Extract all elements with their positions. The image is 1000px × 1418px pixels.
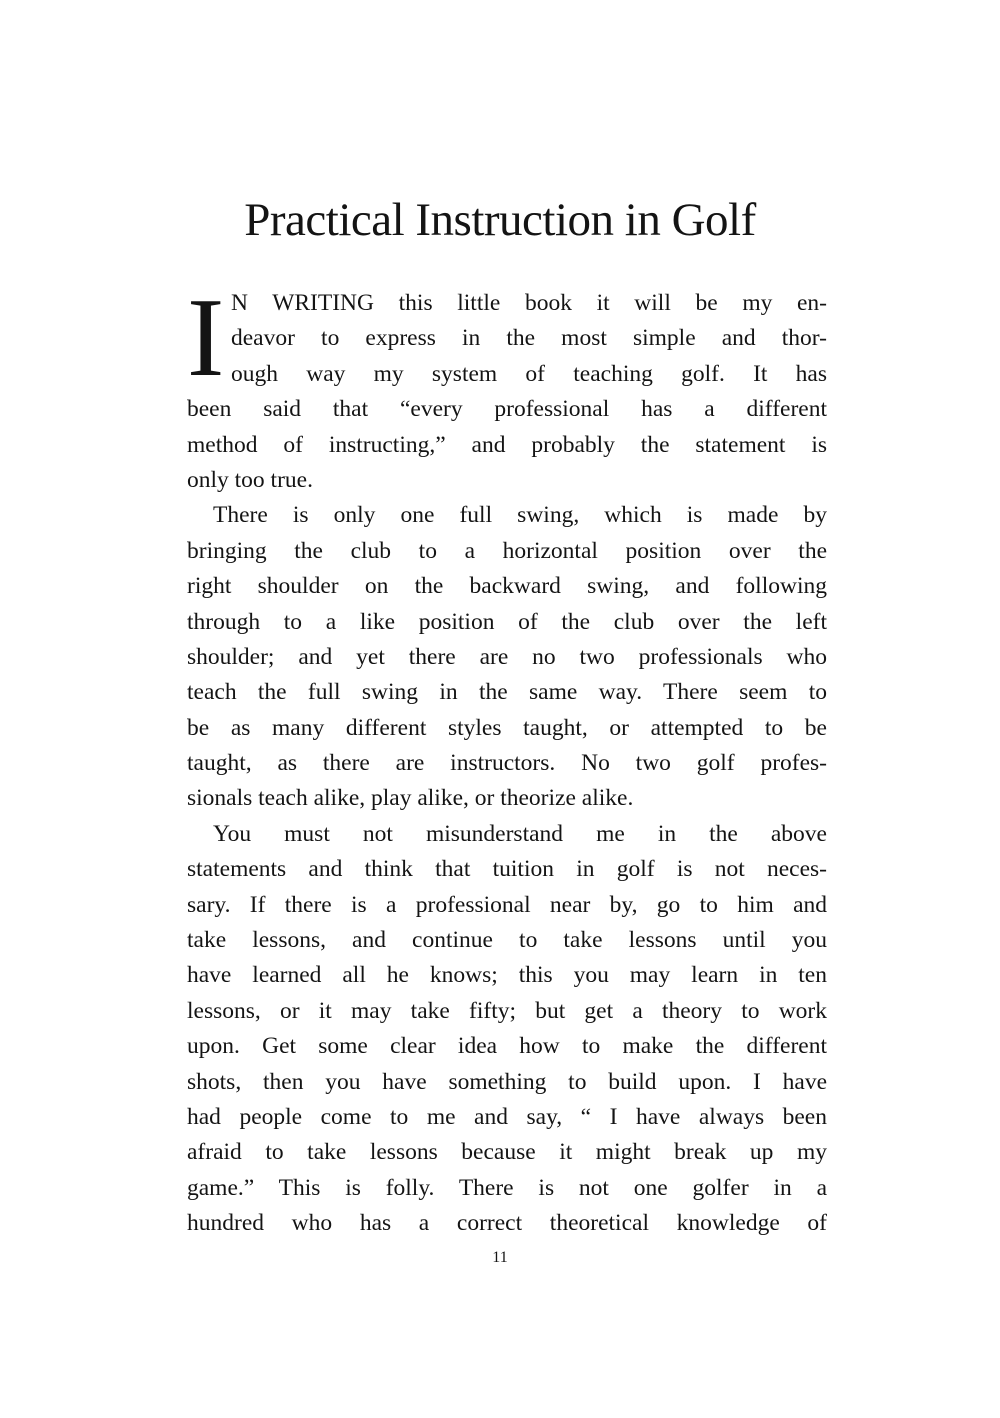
paragraph-1-line-4: been said that “every professional has a different bbox=[187, 396, 827, 423]
page-title: Practical Instruction in Golf bbox=[244, 194, 756, 246]
paragraph-1-line-1: N WRITING this little book it will be my en- bbox=[231, 290, 827, 316]
paragraph-3-line-4: take lessons, and continue to take lessons until you bbox=[187, 927, 827, 954]
drop-cap: I bbox=[187, 276, 225, 400]
paragraph-2-line-6: teach the full swing in the same way. There seem to bbox=[187, 679, 827, 706]
paragraph-2-line-9: sionals teach alike, play alike, or theorize alike. bbox=[187, 785, 634, 812]
paragraph-1-line-6: only too true. bbox=[187, 466, 313, 493]
paragraph-2-line-7: be as many different styles taught, or attempted to be bbox=[187, 714, 827, 741]
paragraph-2-line-3: right shoulder on the backward swing, and following bbox=[187, 573, 827, 600]
paragraph-3-line-7: upon. Get some clear idea how to make the different bbox=[187, 1033, 827, 1060]
paragraph-2-line-5: shoulder; and yet there are no two professionals who bbox=[187, 643, 827, 670]
paragraph-2-line-4: through to a like position of the club over the left bbox=[187, 608, 827, 635]
paragraph-1-line-2: deavor to express in the most simple and thor- bbox=[231, 325, 827, 352]
paragraph-3-line-11: game.” This is folly. There is not one golfer in a bbox=[187, 1174, 827, 1201]
paragraph-1-line-5: method of instructing,” and probably the statement is bbox=[187, 431, 827, 458]
paragraph-1-line-3: ough way my system of teaching golf. It has bbox=[231, 360, 827, 387]
paragraph-3-line-9: had people come to me and say, “ I have always been bbox=[187, 1103, 827, 1130]
body-text bbox=[187, 276, 827, 1242]
paragraph-2-line-8: taught, as there are instructors. No two golf profes- bbox=[187, 750, 827, 777]
page-number: 11 bbox=[492, 1249, 508, 1266]
paragraph-3-line-5: have learned all he knows; this you may learn in ten bbox=[187, 962, 827, 989]
paragraph-3-line-8: shots, then you have something to build upon. I have bbox=[187, 1068, 827, 1095]
paragraph-3-line-6: lessons, or it may take fifty; but get a theory to work bbox=[187, 997, 827, 1024]
paragraph-2-line-2: bringing the club to a horizontal position over the bbox=[187, 537, 827, 564]
paragraph-2-line-1: There is only one full swing, which is made by bbox=[213, 502, 827, 529]
paragraph-3-line-12: hundred who has a correct theoretical knowledge of bbox=[187, 1210, 827, 1237]
paragraph-3-line-2: statements and think that tuition in golf is not neces- bbox=[187, 856, 827, 883]
paragraph-3-line-1: You must not misunderstand me in the above bbox=[213, 820, 827, 847]
paragraph-3-line-3: sary. If there is a professional near by, go to him and bbox=[187, 891, 827, 918]
paragraph-3-line-10: afraid to take lessons because it might break up my bbox=[187, 1139, 827, 1166]
